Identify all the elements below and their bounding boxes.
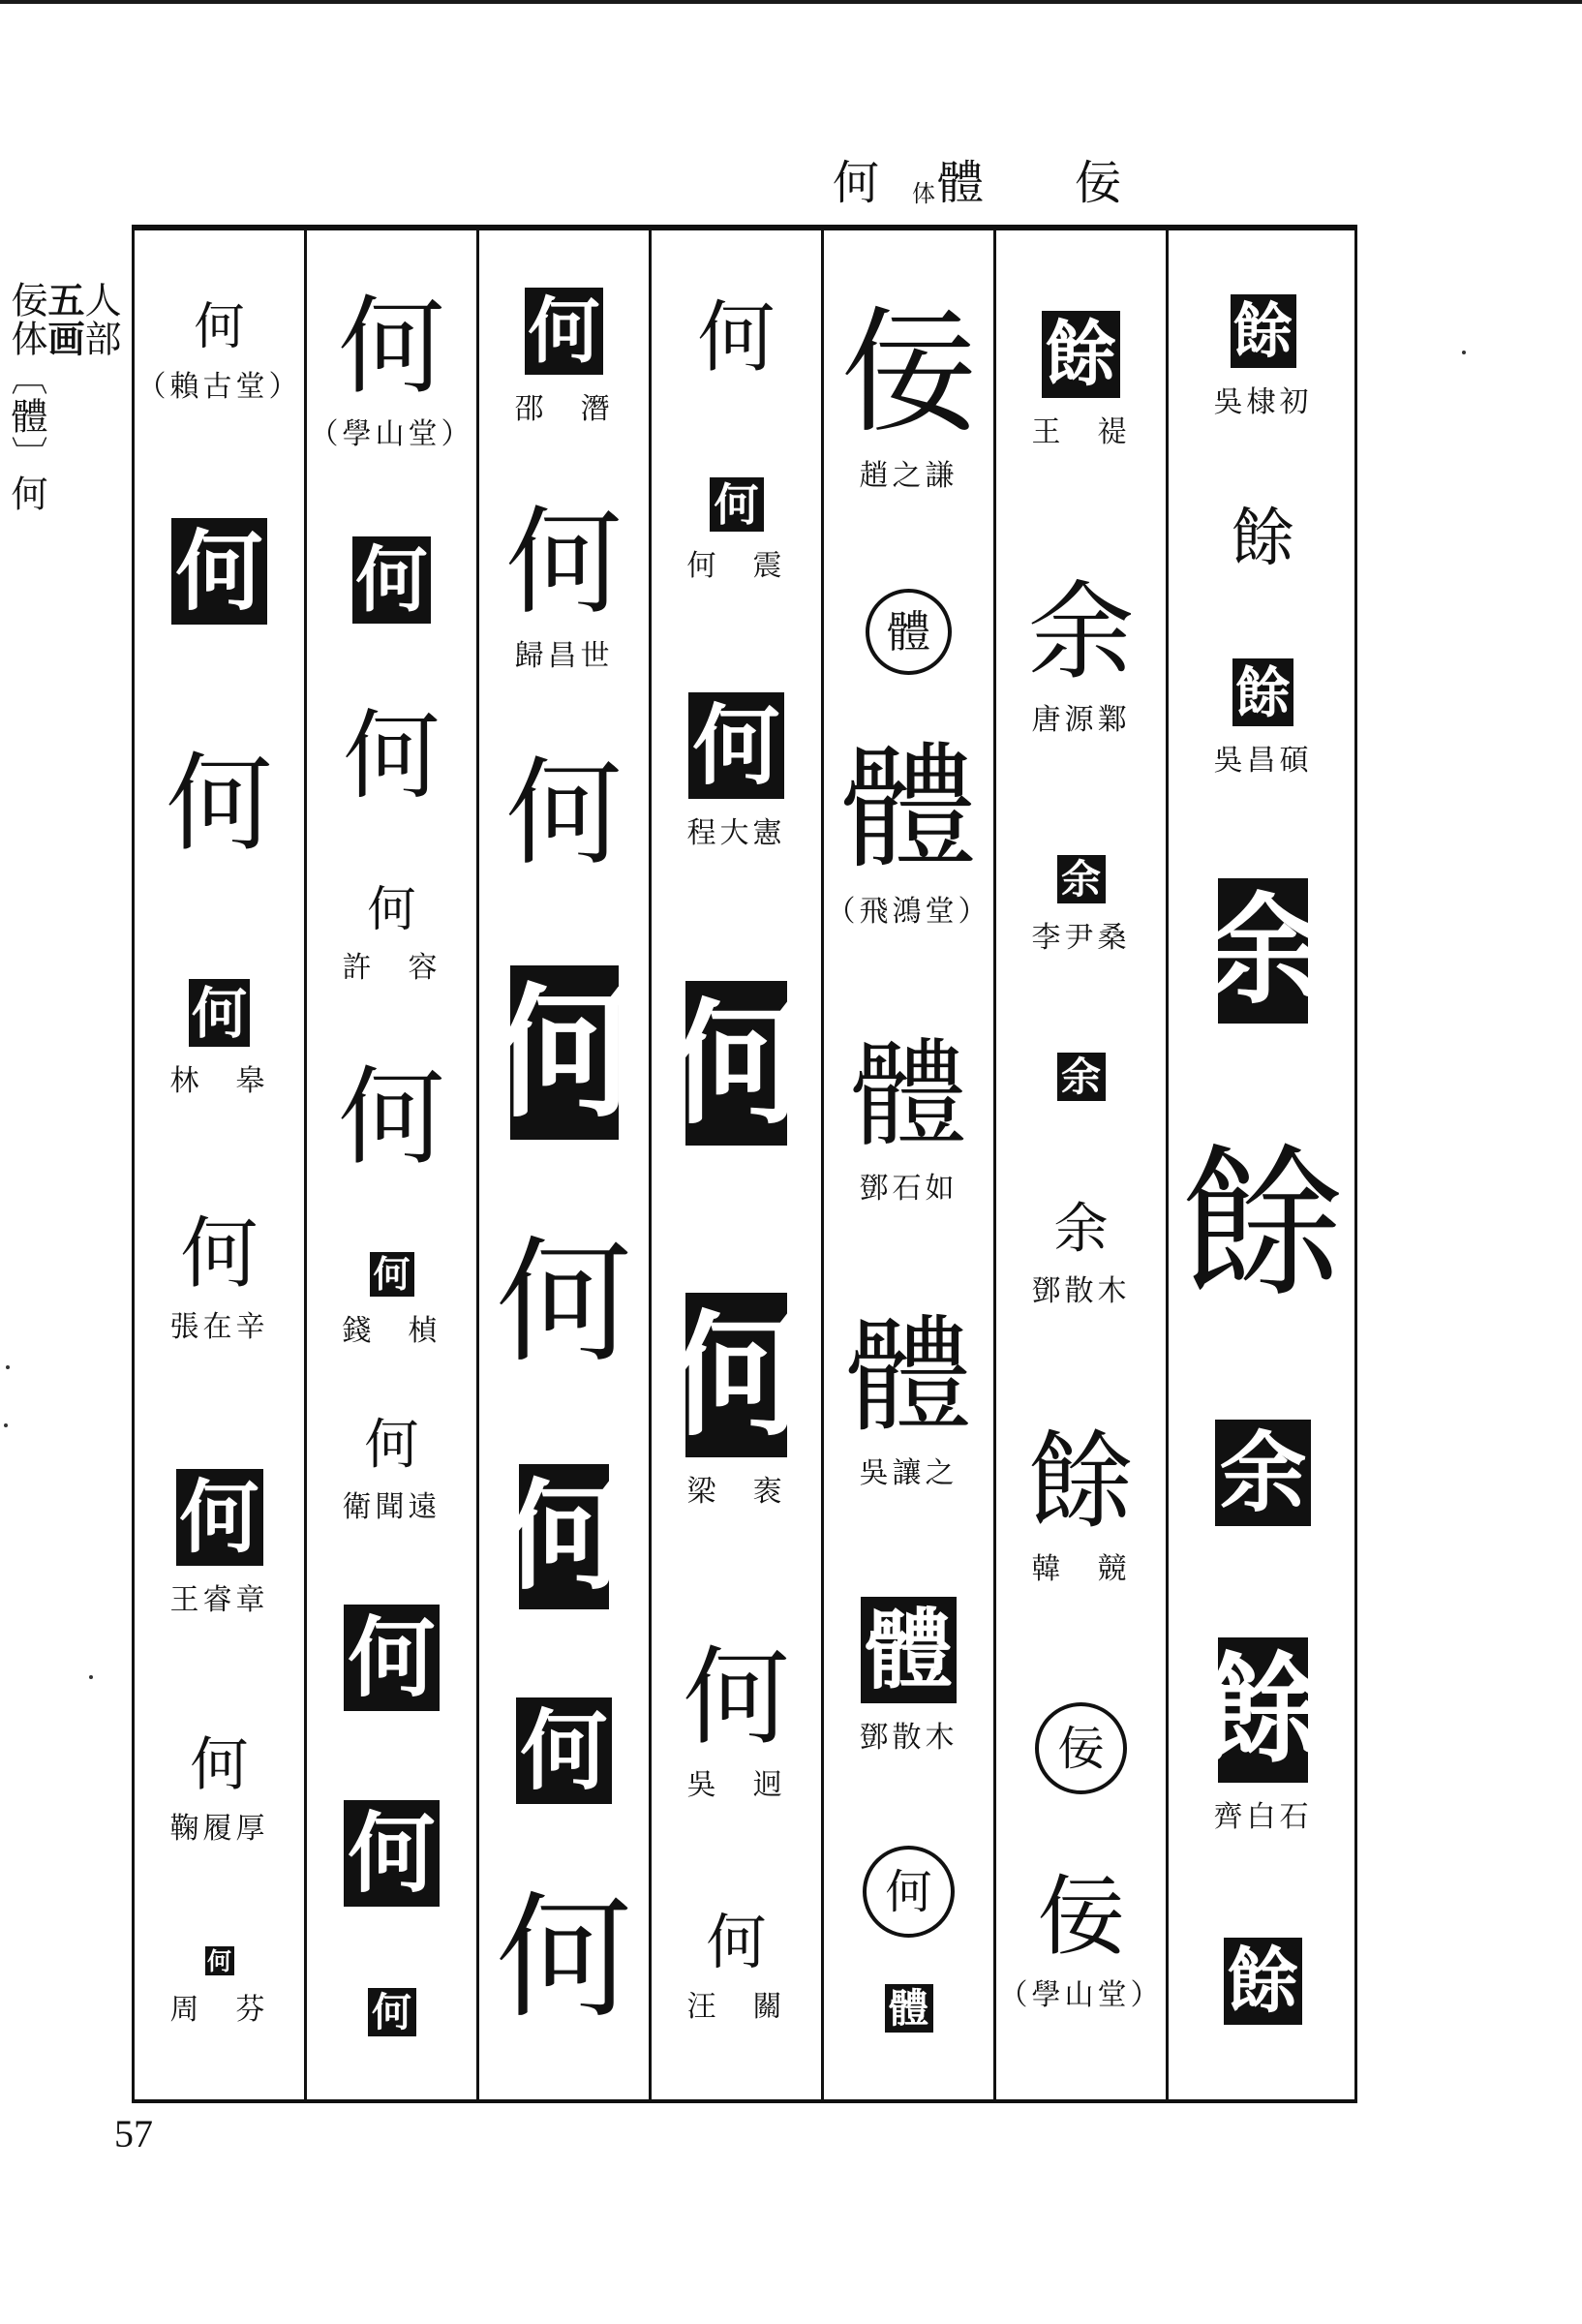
seal-glyph: 何 — [166, 742, 273, 866]
carver-label: 邵 潛 — [514, 392, 614, 426]
side-strokes: 五画 — [42, 281, 84, 358]
seal-column-4 — [652, 230, 821, 2099]
seal-glyph: 體 — [866, 589, 952, 675]
seal-glyph: 何 — [171, 518, 267, 625]
seal-entry — [824, 294, 993, 494]
seal-entry — [479, 496, 649, 674]
seal-glyph: 何 — [194, 298, 245, 356]
seal-glyph: 體 — [850, 1028, 967, 1163]
seal-glyph: 何 — [516, 1697, 612, 1804]
seal-glyph: 何 — [505, 496, 623, 630]
seal-entry — [652, 292, 821, 382]
seal-glyph: 何 — [364, 1414, 419, 1477]
carver-label: （飛鴻堂） — [826, 895, 991, 929]
seal-glyph: 體 — [885, 1984, 933, 2033]
carver-label: 韓 競 — [1031, 1552, 1131, 1586]
carver-label: 唐源鄴 — [1031, 703, 1131, 737]
seal-glyph: 餘 — [1231, 501, 1295, 575]
seal-entry — [307, 881, 476, 986]
seal-glyph: 何 — [189, 979, 250, 1047]
seal-entry — [824, 1984, 993, 2033]
seal-glyph: 何 — [205, 1946, 234, 1975]
seal-entry — [996, 311, 1166, 450]
seal-glyph: 何 — [190, 1731, 249, 1799]
seal-entry — [652, 1293, 821, 1510]
seal-glyph: 佞 — [1035, 1702, 1127, 1794]
side-entry-title: 佞体〔體〕何 — [5, 281, 47, 513]
seal-glyph: 何 — [706, 1907, 767, 1977]
seal-entry — [307, 1055, 476, 1179]
carver-label: 鄧石如 — [859, 1172, 958, 1206]
seal-entry — [135, 1469, 304, 1618]
seal-entry — [479, 1224, 649, 1382]
carver-label: 王 禔 — [1031, 415, 1131, 449]
seal-glyph: 體 — [845, 1302, 972, 1450]
seal-glyph: 何 — [519, 1464, 609, 1609]
seal-entry — [307, 1252, 476, 1349]
seal-glyph: 何 — [496, 1224, 632, 1382]
seal-glyph: 余 — [1027, 570, 1135, 694]
seal-glyph: 何 — [370, 1252, 414, 1297]
seal-glyph: 佞 — [840, 294, 977, 452]
seal-entry — [996, 1702, 1166, 1794]
seal-glyph: 體 — [840, 730, 977, 888]
seal-table — [132, 225, 1357, 2103]
carver-label: 歸昌世 — [514, 639, 614, 673]
header-char-he: 何 — [833, 156, 880, 210]
seal-entry — [824, 1846, 993, 1938]
seal-glyph: 何 — [863, 1846, 955, 1938]
seal-entry — [307, 536, 476, 624]
seal-glyph: 體 — [861, 1597, 957, 1703]
seal-entry — [652, 692, 821, 851]
seal-glyph: 餘 — [1027, 1420, 1135, 1544]
seal-glyph: 何 — [525, 288, 603, 375]
seal-glyph: 何 — [344, 1605, 440, 1711]
seal-column-3 — [479, 230, 649, 2099]
speck — [89, 1675, 93, 1679]
carver-label: 許 容 — [342, 951, 441, 985]
carver-label: 梁 袠 — [686, 1475, 786, 1509]
carver-label: 王睿章 — [169, 1583, 269, 1617]
seal-entry — [307, 1800, 476, 1907]
seal-entry — [996, 570, 1166, 738]
seal-entry — [479, 965, 649, 1140]
seal-glyph: 何 — [496, 1880, 632, 2037]
carver-label: 張在辛 — [169, 1310, 269, 1344]
carver-label: 齊白石 — [1213, 1800, 1313, 1834]
seal-entry — [652, 1907, 821, 2025]
carver-label: 汪 關 — [686, 1990, 786, 2024]
carver-label: 吳棣初 — [1213, 385, 1313, 419]
seal-entry — [307, 1605, 476, 1711]
seal-glyph: 何 — [683, 1636, 790, 1759]
seal-entry — [479, 1697, 649, 1804]
seal-entry — [1169, 501, 1357, 575]
seal-entry — [996, 1866, 1166, 2013]
seal-entry — [307, 699, 476, 812]
carver-label: （學山堂） — [998, 1978, 1164, 2012]
carver-label: 周 芬 — [169, 1993, 269, 2027]
carver-label: 李尹桑 — [1031, 921, 1131, 955]
seal-column-7 — [1169, 230, 1357, 2099]
seal-entry — [135, 979, 304, 1099]
seal-glyph: 何 — [697, 292, 776, 382]
seal-entry — [307, 1988, 476, 2036]
seal-entry — [996, 1053, 1166, 1101]
seal-entry — [479, 747, 649, 881]
seal-glyph: 佞 — [1037, 1866, 1125, 1968]
seal-glyph: 何 — [352, 536, 431, 624]
seal-glyph: 何 — [344, 1800, 440, 1907]
header-note: 体 — [912, 180, 935, 207]
side-title — [5, 281, 121, 513]
seal-column-1 — [135, 230, 304, 2099]
carver-label: （學山堂） — [309, 417, 474, 451]
page-number: 57 — [114, 2112, 153, 2156]
seal-glyph: 餘 — [1042, 311, 1120, 398]
seal-glyph: 余 — [1057, 855, 1106, 903]
seal-glyph: 何 — [710, 477, 764, 532]
seal-entry — [652, 1636, 821, 1803]
seal-entry — [307, 285, 476, 452]
seal-glyph: 何 — [338, 1055, 445, 1179]
seal-entry — [824, 589, 993, 675]
seal-glyph: 何 — [688, 692, 784, 799]
seal-entry — [1169, 1420, 1357, 1526]
seal-glyph: 餘 — [1180, 1129, 1346, 1321]
header-char-ning: 佞 — [1075, 156, 1122, 210]
carver-label: 鄧散木 — [1031, 1274, 1131, 1308]
seal-glyph: 何 — [180, 1208, 259, 1299]
seal-entry — [479, 1464, 649, 1609]
top-rule — [0, 0, 1582, 4]
carver-label: 吳昌碩 — [1213, 744, 1313, 778]
seal-entry — [1169, 294, 1357, 420]
seal-glyph: 何 — [338, 285, 445, 409]
seal-glyph: 余 — [1215, 1420, 1311, 1526]
carver-label: 鞠履厚 — [169, 1812, 269, 1846]
carver-label: 吳讓之 — [859, 1456, 958, 1490]
seal-entry — [135, 1946, 304, 2028]
page-header — [833, 145, 1336, 213]
seal-glyph: 何 — [176, 1469, 263, 1566]
seal-entry — [135, 518, 304, 625]
carver-label: 林 皋 — [169, 1064, 269, 1098]
seal-glyph: 何 — [685, 1293, 787, 1457]
seal-glyph: 餘 — [1231, 294, 1296, 368]
carver-label: 鄧散木 — [859, 1721, 958, 1755]
speck — [6, 1365, 10, 1369]
seal-entry — [479, 1880, 649, 2037]
seal-glyph: 何 — [343, 699, 441, 812]
seal-entry — [1169, 1129, 1357, 1321]
speck — [4, 1423, 8, 1427]
carver-label: 趙之謙 — [859, 459, 958, 493]
side-radical: 人部 — [78, 281, 121, 358]
seal-glyph: 何 — [368, 1988, 416, 2036]
seal-entry — [996, 855, 1166, 956]
carver-label: 程大憲 — [686, 816, 786, 850]
carver-label: （賴古堂） — [137, 370, 302, 404]
seal-glyph: 何 — [505, 747, 623, 881]
seal-entry — [1169, 1637, 1357, 1835]
seal-entry — [479, 288, 649, 427]
seal-entry — [652, 981, 821, 1146]
seal-entry — [824, 1597, 993, 1756]
seal-glyph: 余 — [1057, 1053, 1106, 1101]
seal-entry — [996, 1420, 1166, 1587]
seal-entry — [135, 742, 304, 866]
seal-entry — [135, 1208, 304, 1345]
seal-glyph: 何 — [685, 981, 787, 1146]
seal-glyph: 何 — [510, 965, 619, 1140]
seal-entry — [135, 298, 304, 405]
seal-glyph: 余 — [1053, 1198, 1109, 1261]
seal-entry — [824, 1028, 993, 1207]
seal-entry — [307, 1414, 476, 1525]
seal-column-6 — [996, 230, 1166, 2099]
seal-entry — [135, 1731, 304, 1847]
seal-glyph: 何 — [367, 881, 416, 937]
seal-entry — [996, 1198, 1166, 1309]
seal-entry — [824, 1302, 993, 1491]
speck — [1462, 351, 1466, 354]
seal-entry — [824, 730, 993, 930]
seal-entry — [652, 477, 821, 584]
carver-label: 衛聞遠 — [342, 1490, 441, 1524]
seal-glyph: 餘 — [1224, 1938, 1302, 2025]
seal-entry — [1169, 878, 1357, 1024]
carver-label: 何 震 — [686, 549, 786, 583]
carver-label: 吳 迥 — [686, 1768, 786, 1802]
seal-glyph: 余 — [1218, 878, 1308, 1024]
seal-column-2 — [307, 230, 476, 2099]
seal-glyph: 餘 — [1218, 1637, 1308, 1783]
carver-label: 錢 楨 — [342, 1314, 441, 1348]
seal-column-5 — [824, 230, 993, 2099]
seal-entry — [1169, 658, 1357, 779]
seal-entry — [1169, 1938, 1357, 2025]
seal-glyph: 餘 — [1232, 658, 1293, 726]
header-char-ti: 體 — [937, 156, 985, 210]
